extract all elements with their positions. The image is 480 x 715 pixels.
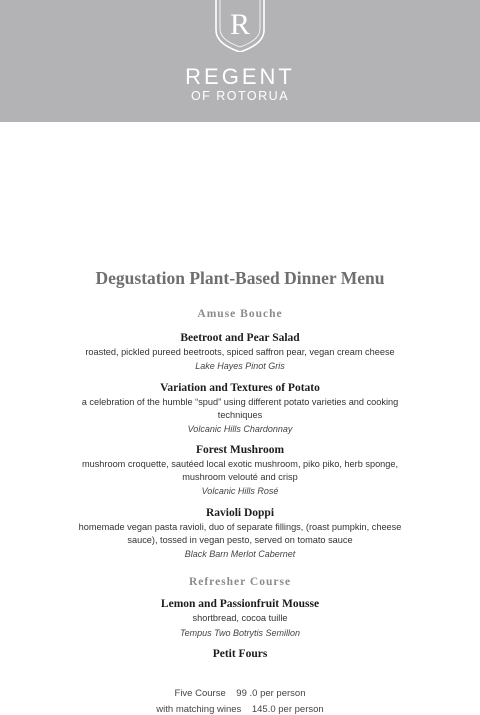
course-1-wine: Lake Hayes Pinot Gris	[195, 361, 285, 371]
course-1-description: roasted, pickled pureed beetroots, spiced saffron pear, vegan cream cheese	[85, 347, 395, 357]
course-4-description: homemade vegan pasta ravioli, duo of separate fillings, (roast pumpkin, cheese sauce), tossed in vegan pesto, served on tomato sauce	[78, 522, 402, 545]
course-2-description: a celebration of the humble “spud” using different potato varieties and cooking techniques	[81, 397, 399, 420]
brand-subtitle: OF ROTORUA	[190, 89, 290, 103]
section-refresher-course: Refresher Course	[188, 576, 292, 588]
dessert-name: Lemon and Passionfruit Mousse	[160, 598, 320, 610]
section-amuse-bouche: Amuse Bouche	[197, 308, 283, 320]
menu-title: Degustation Plant-Based Dinner Menu	[95, 268, 385, 288]
price-five-course	[0, 688, 480, 699]
course-3-name: Forest Mushroom	[195, 444, 285, 456]
dessert-description: shortbread, cocoa tuille	[192, 613, 288, 623]
petit-fours: Petit Fours	[212, 648, 268, 660]
header-banner	[0, 0, 480, 122]
course-2-name: Variation and Textures of Potato	[160, 382, 320, 394]
course-4-name: Ravioli Doppi	[205, 507, 275, 519]
course-2-wine: Volcanic Hills Chardonnay	[187, 424, 293, 434]
price-amount: 99 .0 per person	[236, 688, 306, 699]
price-label: Five Course	[174, 688, 226, 699]
dessert-wine: Tempus Two Botrytis Semillon	[179, 628, 301, 638]
regent-crest-logo	[213, 0, 267, 52]
course-4-wine: Black Barn Merlot Cabernet	[184, 549, 296, 559]
crest-monogram: R	[229, 8, 251, 41]
course-1-name: Beetroot and Pear Salad	[180, 332, 300, 344]
course-3-description: mushroom croquette, sautéed local exotic mushroom, piko piko, herb sponge, mushroom velouté and crisp	[81, 459, 399, 482]
brand-name: REGENT	[185, 64, 295, 89]
price-matching-wines	[0, 704, 480, 715]
course-3-wine: Volcanic Hills Rosé	[201, 486, 279, 496]
price-label: with matching wines	[156, 704, 242, 715]
price-amount: 145.0 per person	[251, 704, 324, 715]
